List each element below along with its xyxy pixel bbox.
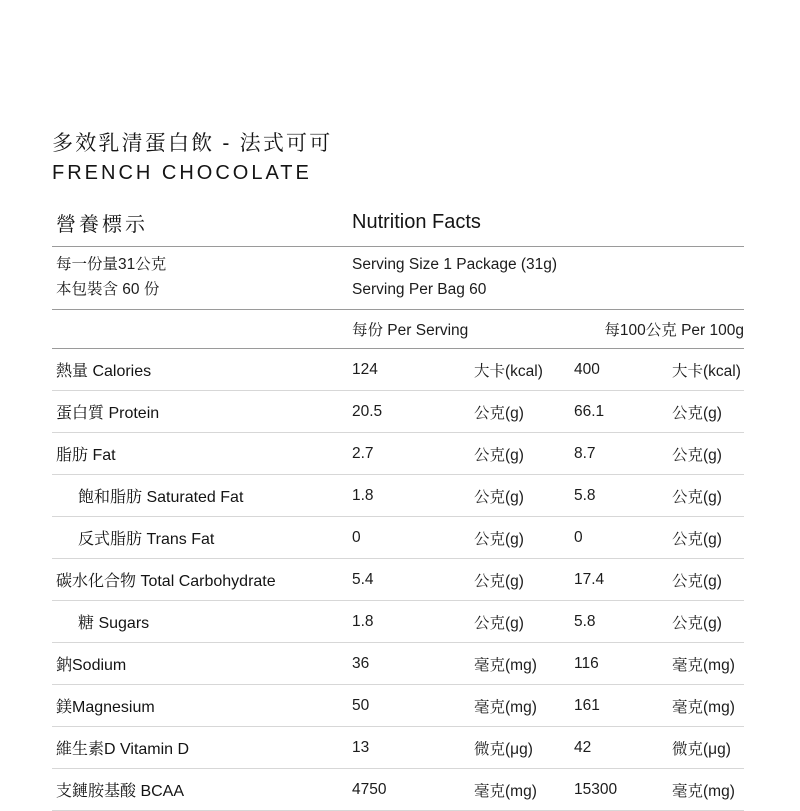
serving-size-en: Serving Size 1 Package (31g)	[352, 247, 744, 279]
per-100g-value: 400	[574, 349, 672, 391]
per-serving-value: 0	[352, 517, 474, 559]
table-row	[52, 685, 744, 727]
per-100g-value: 42	[574, 727, 672, 769]
per-serving-value: 2.7	[352, 433, 474, 475]
serving-size-zh: 每一份量31公克	[52, 247, 352, 279]
per-serving-unit: 公克(g)	[474, 517, 574, 559]
per-serving-unit: 毫克(mg)	[474, 643, 574, 685]
nutrient-name: 糖 Sugars	[52, 601, 352, 643]
table-row	[52, 559, 744, 601]
per-100g-unit: 大卡(kcal)	[672, 349, 744, 391]
table-row	[52, 433, 744, 475]
nutrition-header-zh: 營養標示	[52, 202, 352, 247]
table-header-row	[52, 202, 744, 247]
nutrient-name: 反式脂肪 Trans Fat	[52, 517, 352, 559]
per-100g-value: 17.4	[574, 559, 672, 601]
serving-count-zh: 本包裝含 60 份	[52, 279, 352, 310]
per-serving-unit: 毫克(mg)	[474, 685, 574, 727]
per-serving-value: 13	[352, 727, 474, 769]
column-header-row	[52, 310, 744, 349]
nutrition-table-body	[52, 202, 744, 811]
per-serving-unit: 公克(g)	[474, 601, 574, 643]
per-serving-unit: 微克(μg)	[474, 727, 574, 769]
per-serving-unit: 公克(g)	[474, 391, 574, 433]
nutrient-name: 蛋白質 Protein	[52, 391, 352, 433]
product-title-en: FRENCH CHOCOLATE	[52, 161, 745, 186]
nutrition-header-en: Nutrition Facts	[352, 202, 744, 247]
per-serving-value: 4750	[352, 769, 474, 811]
serving-size-row	[52, 247, 744, 279]
table-row	[52, 769, 744, 811]
nutrient-name: 維生素D Vitamin D	[52, 727, 352, 769]
per-100g-unit: 微克(μg)	[672, 727, 744, 769]
table-row	[52, 727, 744, 769]
per-serving-unit: 公克(g)	[474, 559, 574, 601]
per-100g-value: 5.8	[574, 601, 672, 643]
per-100g-unit: 公克(g)	[672, 517, 744, 559]
column-header-per-serving: 每份 Per Serving	[352, 310, 574, 349]
per-100g-value: 15300	[574, 769, 672, 811]
table-row	[52, 349, 744, 391]
per-serving-value: 1.8	[352, 475, 474, 517]
per-100g-value: 5.8	[574, 475, 672, 517]
nutrient-name: 支鏈胺基酸 BCAA	[52, 769, 352, 811]
per-serving-unit: 毫克(mg)	[474, 769, 574, 811]
per-100g-unit: 公克(g)	[672, 475, 744, 517]
nutrient-name: 碳水化合物 Total Carbohydrate	[52, 559, 352, 601]
per-100g-unit: 公克(g)	[672, 433, 744, 475]
nutrient-name: 鎂Magnesium	[52, 685, 352, 727]
per-serving-unit: 大卡(kcal)	[474, 349, 574, 391]
nutrient-name: 飽和脂肪 Saturated Fat	[52, 475, 352, 517]
table-row	[52, 475, 744, 517]
per-serving-value: 50	[352, 685, 474, 727]
per-100g-value: 161	[574, 685, 672, 727]
serving-count-en: Serving Per Bag 60	[352, 279, 744, 310]
per-serving-value: 36	[352, 643, 474, 685]
per-100g-value: 0	[574, 517, 672, 559]
serving-count-row	[52, 279, 744, 310]
per-serving-value: 20.5	[352, 391, 474, 433]
per-serving-unit: 公克(g)	[474, 475, 574, 517]
per-100g-value: 8.7	[574, 433, 672, 475]
nutrient-name: 鈉Sodium	[52, 643, 352, 685]
nutrition-facts-table	[52, 202, 744, 811]
nutrient-name: 熱量 Calories	[52, 349, 352, 391]
per-100g-unit: 公克(g)	[672, 559, 744, 601]
per-100g-value: 66.1	[574, 391, 672, 433]
per-100g-unit: 公克(g)	[672, 601, 744, 643]
table-row	[52, 643, 744, 685]
per-serving-value: 5.4	[352, 559, 474, 601]
product-title-zh: 多效乳清蛋白飲 - 法式可可	[52, 130, 745, 157]
column-header-per-100g: 每100公克 Per 100g	[574, 310, 744, 349]
per-serving-unit: 公克(g)	[474, 433, 574, 475]
per-100g-unit: 毫克(mg)	[672, 769, 744, 811]
per-100g-value: 116	[574, 643, 672, 685]
table-row	[52, 391, 744, 433]
table-row	[52, 601, 744, 643]
nutrient-name: 脂肪 Fat	[52, 433, 352, 475]
per-serving-value: 1.8	[352, 601, 474, 643]
column-header-blank	[52, 310, 352, 349]
table-row	[52, 517, 744, 559]
per-serving-value: 124	[352, 349, 474, 391]
per-100g-unit: 毫克(mg)	[672, 643, 744, 685]
per-100g-unit: 毫克(mg)	[672, 685, 744, 727]
per-100g-unit: 公克(g)	[672, 391, 744, 433]
